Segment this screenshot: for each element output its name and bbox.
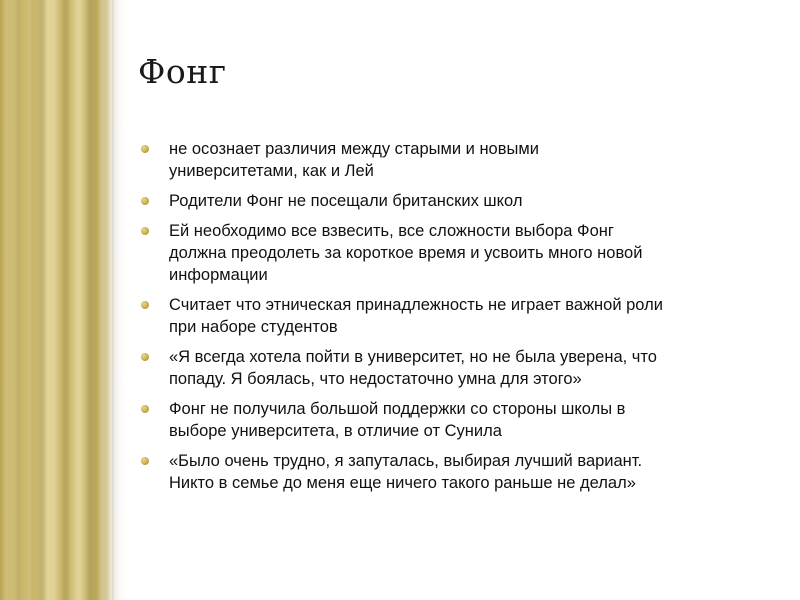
bullet-line: Никто в семье до меня еще ничего такого раньше не делал» [169, 474, 636, 492]
slide-title: Фонг [138, 52, 227, 91]
bullet-line: «Я всегда хотела пойти в университет, но не была уверена, что [169, 348, 657, 366]
bullet-line: информации [169, 266, 268, 284]
bullet-line: Считает что этническая принадлежность не играет важной роли [169, 296, 663, 314]
curtain-shadow [112, 0, 126, 600]
bullet-dot-icon [141, 405, 149, 413]
bullet-dot-icon [141, 145, 149, 153]
bullet-dot-icon [141, 301, 149, 309]
bullet-line: Ей необходимо все взвесить, все сложности выбора Фонг [169, 222, 614, 240]
bullet-line: выборе университета, в отличие от Сунила [169, 422, 502, 440]
bullet-line: «Было очень трудно, я запуталась, выбирая лучший вариант. [169, 452, 643, 470]
bullet-dot-icon [141, 353, 149, 361]
bullet-dot-icon [141, 457, 149, 465]
bullet-dot-icon [141, 227, 149, 235]
bullet-line: не осознает различия между старыми и новыми [169, 140, 539, 158]
bullet-line: Родители Фонг не посещали британских школ [169, 192, 523, 210]
bullet-item [140, 346, 780, 390]
bullet-item [140, 220, 780, 286]
bullet-line: попаду. Я боялась, что недостаточно умна для этого» [169, 370, 582, 388]
bullet-line: должна преодолеть за короткое время и усвоить много новой [169, 244, 643, 262]
bullet-list [140, 138, 780, 502]
bullet-item [140, 450, 780, 494]
bullet-line: Фонг не получила большой поддержки со стороны школы в [169, 400, 626, 418]
bullet-line: при наборе студентов [169, 318, 338, 336]
bullet-item [140, 398, 780, 442]
bullet-line: университетами, как и Лей [169, 162, 374, 180]
bullet-item [140, 138, 780, 182]
bullet-item [140, 294, 780, 338]
bullet-dot-icon [141, 197, 149, 205]
gold-curtain-decoration [0, 0, 114, 600]
bullet-item [140, 190, 780, 212]
